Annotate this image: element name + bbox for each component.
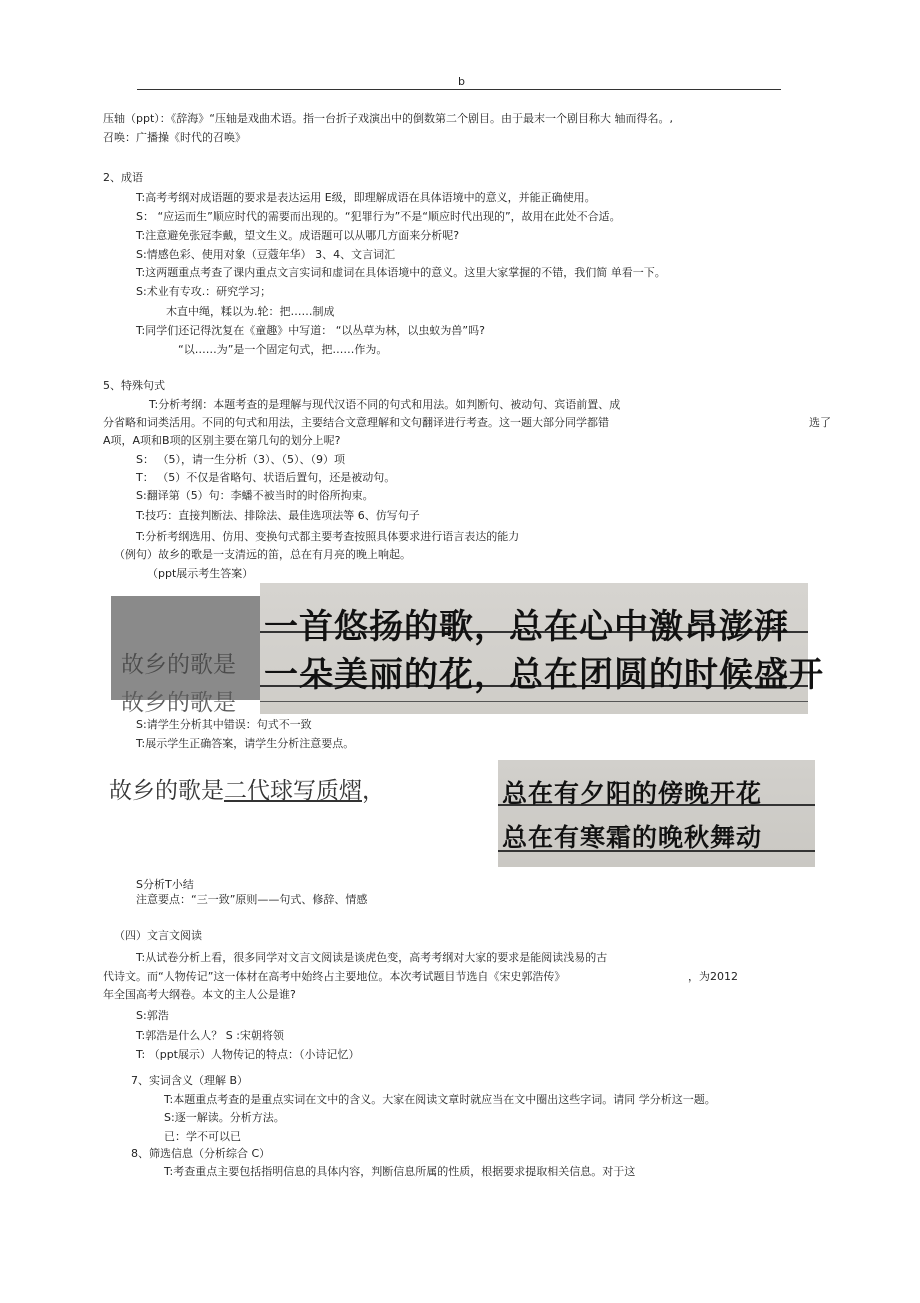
header-rule	[137, 89, 781, 90]
text-line: 年全国高考大纲卷。本文的主人公是谁?	[103, 988, 296, 1001]
text-line: 压轴（ppt）：《辞海》“压轴是戏曲术语。指一台折子戏演出中的倒数第二个剧目。由于最末一个剧目称大 轴而得名。,	[103, 112, 673, 125]
text-line: S： “应运而生”顺应时代的需要而出现的。“犯罪行为”不是“顺应时代出现的”，故用在此处不合适。	[136, 210, 621, 223]
text-line: ，为2012	[688, 970, 738, 983]
handwriting-row: 一朵美丽的花，总在团圆的时候盛开	[264, 655, 824, 695]
text-line: T:郭浩是什么人？ S :宋朝将领	[136, 1029, 284, 1042]
text-line: 7、实词含义（理解 B）	[131, 1074, 249, 1087]
handwriting-row: 一首悠扬的歌，总在心中激昂澎湃	[264, 607, 789, 647]
text-line: S:请学生分析其中错误：句式不一致	[136, 718, 312, 731]
sentence-suffix: ，	[362, 778, 385, 804]
text-line: “以……为”是一个固定句式，把……作为。	[178, 343, 388, 356]
text-line: 8、筛选信息（分析综合 C）	[131, 1147, 271, 1160]
text-line: T:分析考纲：本题考查的是理解与现代汉语不同的句式和用法。如判断句、被动句、宾语前置、成	[149, 398, 621, 411]
text-line: T:展示学生正确答案，请学生分析注意要点。	[136, 737, 355, 750]
text-line: T:注意避免张冠李戴，望文生义。成语题可以从哪几方面来分析呢?	[136, 229, 460, 242]
text-line: T:从试卷分析上看，很多同学对文言文阅读是谈虎色变，高考考纲对大家的要求是能阅读浅易的古	[136, 951, 608, 964]
text-line: A项，A项和B项的区别主要在第几句的划分上呢?	[103, 434, 341, 447]
text-line: T:技巧：直接判断法、排除法、最佳选项法等 6、仿写句子	[136, 509, 420, 522]
text-line: 召唤：广播操《时代的召唤》	[103, 131, 246, 144]
handwriting-row: 总在有寒霜的晚秋舞动	[502, 823, 763, 852]
text-line: 分省略和词类活用。不同的句式和用法，主要结合文意理解和文句翻译进行考查。这一题大部分同学都错	[103, 416, 609, 429]
text-line: T:考查重点主要包括指明信息的具体内容，判断信息所属的性质，根据要求提取相关信息。对于这	[164, 1165, 636, 1178]
text-line: T： （5）不仅是省略句、状语后置句，还是被动句。	[136, 471, 396, 484]
text-line: 木直中绳，糅以为.轮：把……制成	[166, 305, 335, 318]
text-line: （四）文言文阅读	[114, 929, 202, 942]
handwriting-row: 总在有夕阳的傍晚开花	[502, 779, 763, 808]
text-line: （ppt展示考生答案）	[147, 567, 254, 580]
text-line: T:分析考纲选用、仿用、变换句式都主要考查按照具体要求进行语言表达的能力	[136, 530, 520, 543]
text-line: T:高考考纲对成语题的要求是表达运用 E级，即理解成语在具体语境中的意义，并能正确使用。	[136, 191, 596, 204]
text-line: T: （ppt展示）人物传记的特点：（小诗记忆）	[136, 1048, 360, 1061]
text-line: S:郭浩	[136, 1009, 169, 1022]
text-line: S:情感色彩、使用对象（豆蔻年华） 3、4、文言词汇	[136, 248, 396, 261]
correct-answer-photo	[498, 760, 815, 867]
ppt-slide-snippet	[111, 596, 260, 716]
slide-text-line-cut: 故乡的歌是	[121, 690, 236, 716]
text-line: 已：学不可以已	[164, 1130, 241, 1143]
text-line: 代诗文。而“人物传记”这一体材在高考中始终占主要地位。本次考试题目节选自《宋史郭浩传》	[103, 970, 566, 983]
text-line: 选了	[809, 416, 831, 429]
example-sentence-large	[109, 772, 385, 805]
text-line: （例句）故乡的歌是一支清远的笛，总在有月亮的晚上响起。	[114, 548, 411, 561]
text-line: S分析T小结	[136, 878, 194, 891]
page-header-letter: b	[458, 75, 465, 88]
text-line: T:同学们还记得沈复在《童趣》中写道： “以丛草为林，以虫蚁为兽”吗?	[136, 324, 485, 337]
text-line: S:逐一解读。分析方法。	[164, 1111, 285, 1124]
text-line: T:本题重点考查的是重点实词在文中的含义。大家在阅读文章时就应当在文中圈出这些字词。请同 学分析这一题。	[164, 1093, 716, 1106]
sentence-underlined: 二代球写质熠	[224, 778, 362, 804]
text-line: T:这两题重点考查了课内重点文言实词和虚词在具体语境中的意义。这里大家掌握的不错，我们简 单看一下。	[136, 266, 666, 279]
text-line: S:翻译第（5）句：李蟠不被当时的时俗所拘束。	[136, 489, 374, 502]
text-line: S:术业有专攻.：研究学习；	[136, 285, 272, 298]
text-line: 2、成语	[103, 171, 143, 184]
slide-text-line: 故乡的歌是	[121, 652, 236, 678]
student-answer-photo	[260, 583, 824, 714]
text-line: 5、特殊句式	[103, 379, 165, 392]
sentence-prefix: 故乡的歌是	[109, 778, 224, 804]
text-line: 注意要点：“三一致”原则——句式、修辞、情感	[136, 893, 368, 906]
text-line: S： （5），请一生分析（3）、（5）、（9）项	[136, 453, 345, 466]
